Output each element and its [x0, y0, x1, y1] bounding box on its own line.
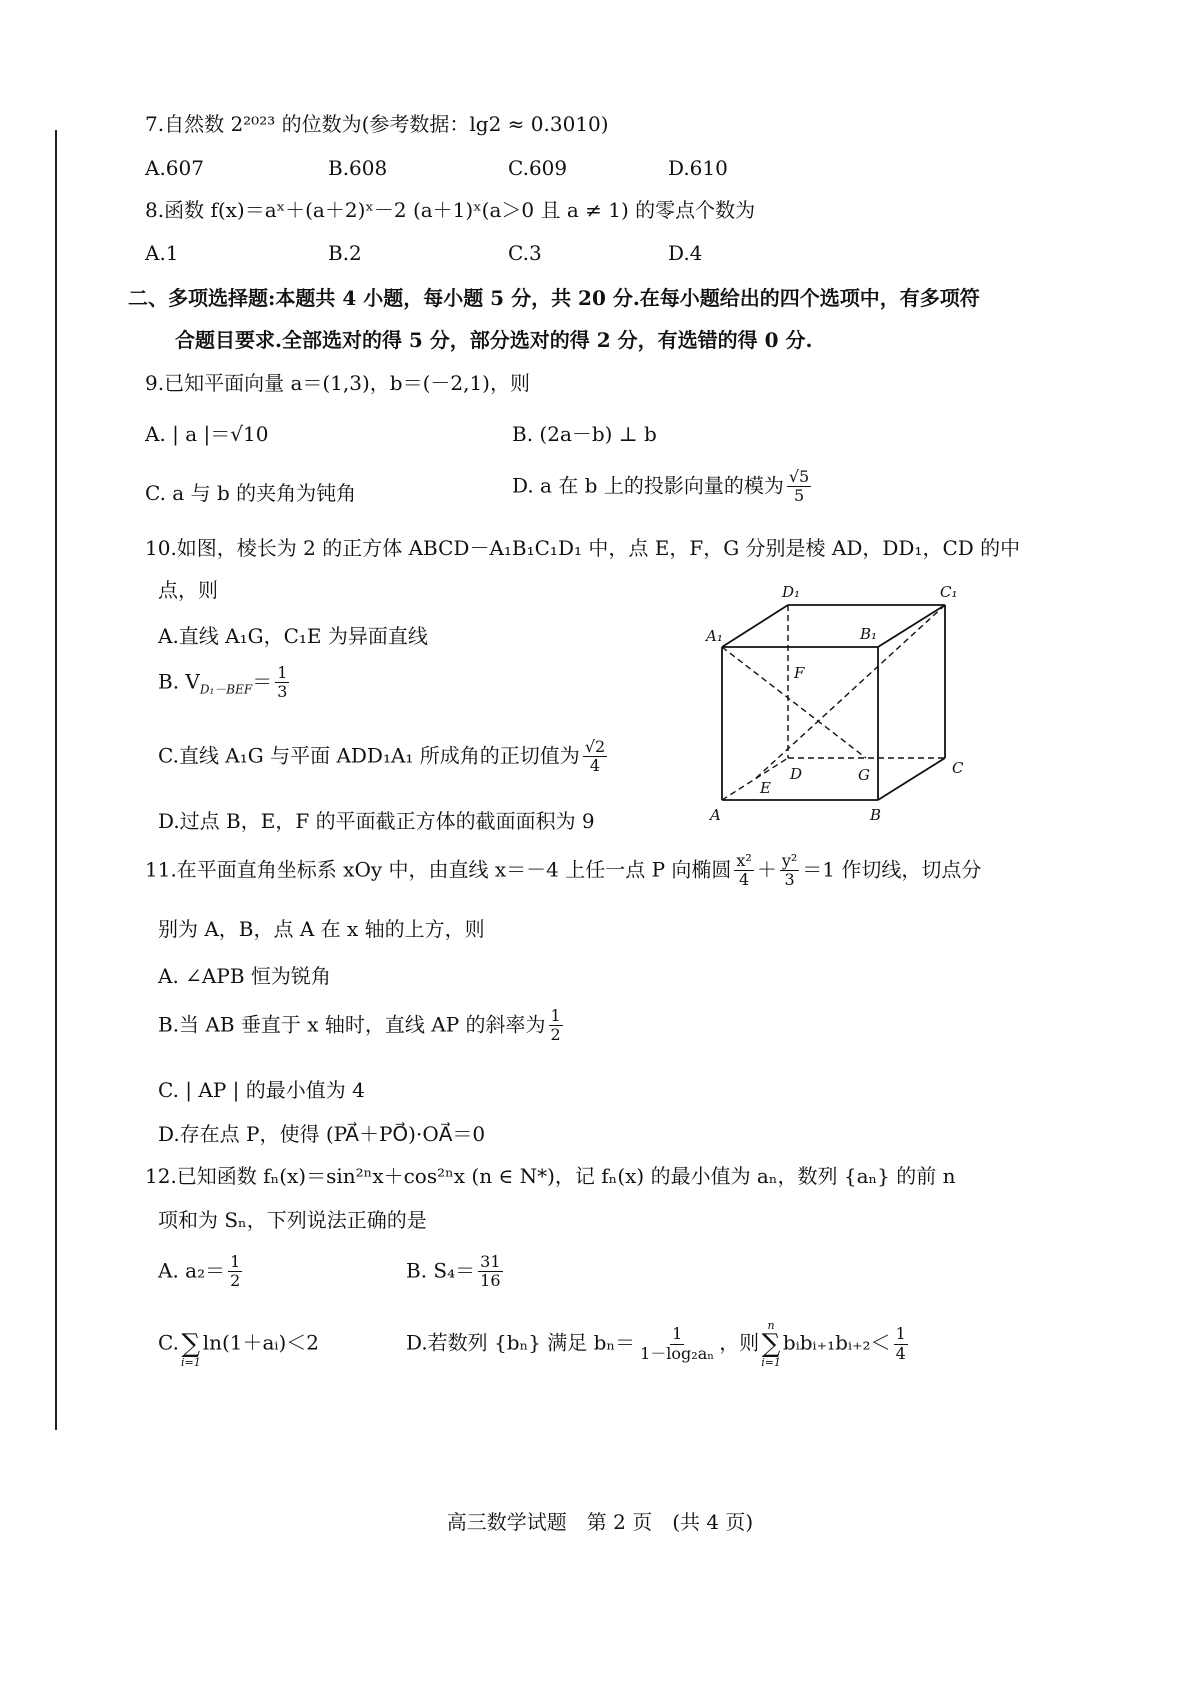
q10-option-b-text: B. V — [158, 669, 200, 694]
fraction-numerator: 1 — [277, 663, 288, 682]
q12-option-a — [158, 1253, 245, 1291]
q12-option-c — [158, 1320, 319, 1368]
q12-option-d-bound — [894, 1325, 908, 1363]
edge-B-C — [878, 758, 945, 800]
q12-option-a-text: A. a₂＝ — [158, 1258, 226, 1283]
label-D: D — [790, 765, 803, 783]
q11-stem-text-b: ＝1 作切线，切点分 — [802, 857, 982, 882]
sum-lower-index: i=1 — [761, 1356, 781, 1369]
q9-option-d-fraction — [787, 468, 811, 506]
q7-option-a: A.607 — [145, 156, 204, 180]
left-margin-rule — [55, 130, 57, 1430]
fraction-denominator: 2 — [550, 1025, 561, 1045]
fraction-numerator: √2 — [584, 737, 606, 756]
q8-option-a: A.1 — [145, 241, 179, 265]
label-G: G — [858, 766, 870, 784]
hidden-edge-A-D — [722, 758, 788, 800]
q12-option-d-mid: ，则 — [719, 1330, 760, 1355]
q12-option-d — [406, 1320, 911, 1368]
fraction-numerator: y² — [781, 851, 798, 870]
label-E: E — [760, 779, 771, 797]
q10-option-b-equals: ＝ — [252, 669, 273, 694]
q10-option-d: D.过点 B，E，F 的平面截正方体的截面面积为 9 — [158, 809, 595, 833]
q11-option-b-fraction — [549, 1007, 563, 1045]
q10-option-b-subscript: D₁－BEF — [199, 682, 253, 697]
q10-stem-line1: 10.如图，棱长为 2 的正方体 ABCD－A₁B₁C₁D₁ 中，点 E，F，G 分别是棱 AD，DD₁，CD 的中 — [145, 536, 1021, 560]
q12-option-d-body: bᵢbᵢ₊₁bᵢ₊₂＜ — [782, 1330, 891, 1355]
summation-symbol: ∑ i=1 — [180, 1329, 201, 1369]
fraction-denominator: 3 — [277, 682, 288, 702]
q10-option-b-fraction — [275, 664, 289, 702]
q12-option-b-fraction — [478, 1253, 502, 1291]
sum-lower-index: i=1 — [180, 1356, 201, 1369]
q8-option-d: D.4 — [668, 241, 703, 265]
q11-option-b-text: B.当 AB 垂直于 x 轴时，直线 AP 的斜率为 — [158, 1012, 546, 1037]
fraction-denominator: 2 — [230, 1271, 241, 1291]
q9-option-a: A. | a |＝√10 — [145, 422, 269, 446]
q10-option-b — [158, 664, 292, 702]
fraction-denominator: 3 — [784, 870, 795, 890]
q11-stem-line2: 别为 A，B，点 A 在 x 轴的上方，则 — [158, 917, 485, 941]
q12-stem-line1: 12.已知函数 fₙ(x)＝sin²ⁿx＋cos²ⁿx (n ∈ N*)，记 fₙ(x) 的最小值为 aₙ，数列 {aₙ} 的前 n — [145, 1164, 956, 1188]
fraction-numerator: x² — [736, 851, 752, 870]
segment-C1-E — [755, 605, 945, 779]
page-footer: 高三数学试题 第 2 页 (共 4 页) — [446, 1510, 754, 1534]
q9-option-b: B. (2a－b) ⊥ b — [512, 422, 657, 446]
q8-option-c: C.3 — [508, 241, 542, 265]
fraction-numerator: 31 — [480, 1252, 501, 1271]
label-C1: C₁ — [940, 583, 958, 601]
fraction-denominator: 5 — [793, 486, 805, 506]
fraction-numerator: 1 — [672, 1324, 683, 1344]
summation-symbol: n ∑ i=1 — [761, 1319, 781, 1369]
label-B: B — [870, 806, 882, 824]
fraction-denominator: 4 — [739, 870, 750, 890]
q7-option-d: D.610 — [668, 156, 728, 180]
edge-A1-D1 — [722, 605, 788, 647]
fraction-numerator: 1 — [230, 1252, 241, 1271]
q9-option-c: C. a 与 b 的夹角为钝角 — [145, 481, 357, 505]
label-D1: D₁ — [782, 583, 801, 601]
q8-option-b: B.2 — [328, 241, 362, 265]
q12-option-c-prefix: C. — [158, 1330, 179, 1355]
q11-option-b — [158, 1007, 566, 1045]
label-A1: A₁ — [706, 627, 723, 645]
section2-heading-line1: 二、多项选择题:本题共 4 小题，每小题 5 分，共 20 分.在每小题给出的四个选项中，有多项符 — [128, 286, 980, 310]
fraction-numerator: 1 — [895, 1324, 906, 1344]
fraction-denominator: 4 — [589, 756, 601, 776]
fraction-numerator: √5 — [788, 467, 810, 486]
q11-stem-line1 — [145, 852, 981, 890]
q8-stem: 8.函数 f(x)＝aˣ＋(a＋2)ˣ－2 (a＋1)ˣ(a＞0 且 a ≠ 1) 的零点个数为 — [145, 198, 756, 222]
fraction-denominator: 16 — [480, 1271, 501, 1291]
q12-option-b — [406, 1253, 506, 1291]
cube-figure — [690, 575, 990, 835]
fraction-numerator: 1 — [550, 1006, 561, 1025]
label-A: A — [710, 806, 721, 824]
label-C: C — [952, 759, 964, 777]
fraction-denominator: 4 — [895, 1343, 906, 1363]
q9-option-d-text: D. a 在 b 上的投影向量的模为 — [512, 473, 784, 498]
q11-option-c: C. | AP | 的最小值为 4 — [158, 1078, 365, 1102]
ellipse-y-term — [780, 852, 799, 890]
q10-option-c — [158, 738, 610, 776]
label-F: F — [794, 664, 805, 682]
q12-option-d-fraction — [638, 1325, 716, 1363]
q10-stem-line2: 点，则 — [158, 578, 218, 602]
q12-stem-line2: 项和为 Sₙ，下列说法正确的是 — [158, 1208, 427, 1232]
q7-stem: 7.自然数 2²⁰²³ 的位数为(参考数据：lg2 ≈ 0.3010) — [145, 112, 609, 136]
q9-stem: 9.已知平面向量 a＝(1,3)，b＝(－2,1)，则 — [145, 371, 530, 395]
section2-heading-line2: 合题目要求.全部选对的得 5 分，部分选对的得 2 分，有选错的得 0 分. — [175, 328, 813, 352]
q12-option-b-text: B. S₄＝ — [406, 1258, 476, 1283]
q11-option-d: D.存在点 P，使得 (PA⃗＋PO⃗)·OA⃗＝0 — [158, 1122, 486, 1146]
q12-option-d-prefix: D.若数列 {bₙ} 满足 bₙ＝ — [406, 1330, 636, 1355]
ellipse-x-term — [734, 852, 753, 890]
q9-option-d — [512, 468, 814, 506]
q10-option-a: A.直线 A₁G，C₁E 为异面直线 — [158, 624, 428, 648]
q7-option-c: C.609 — [508, 156, 568, 180]
q11-option-a: A. ∠APB 恒为锐角 — [158, 964, 331, 988]
sum-upper-index: n — [767, 1319, 775, 1332]
q11-stem-text-a: 11.在平面直角坐标系 xOy 中，由直线 x＝－4 上任一点 P 向椭圆 — [145, 857, 732, 882]
fraction-denominator: 1－log₂aₙ — [640, 1343, 715, 1363]
q7-option-b: B.608 — [328, 156, 388, 180]
q10-option-c-text: C.直线 A₁G 与平面 ADD₁A₁ 所成角的正切值为 — [158, 743, 580, 768]
q12-option-c-body: ln(1＋aᵢ)＜2 — [202, 1330, 319, 1355]
edge-B1-C1 — [878, 605, 945, 647]
label-B1: B₁ — [860, 625, 878, 643]
ellipse-plus: ＋ — [756, 857, 777, 882]
q10-option-c-fraction — [583, 738, 607, 776]
q12-option-a-fraction — [228, 1253, 242, 1291]
